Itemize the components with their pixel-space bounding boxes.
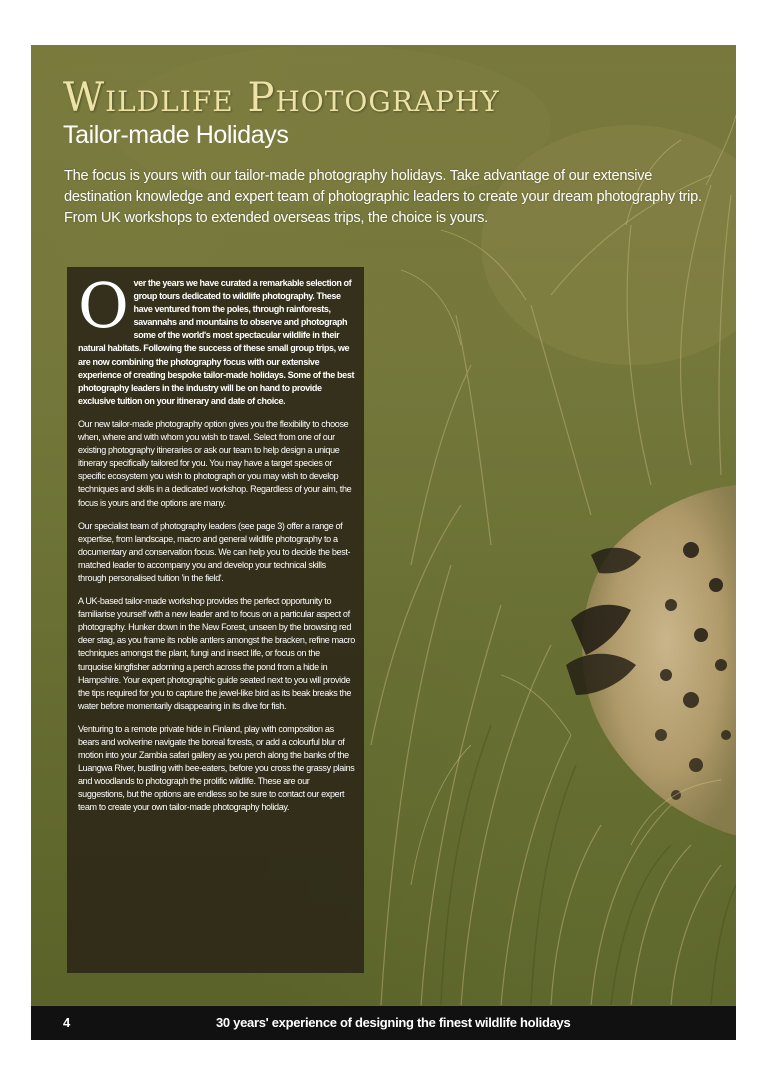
page-subtitle: Tailor-made Holidays — [63, 121, 289, 149]
body-paragraph: A UK-based tailor-made workshop provides the perfect opportunity to familiarise yourself with a new leader and to focus on a particular aspect of photography. Hunker down in the New Forest, unseen by the browsing red deer stag, as you frame its noble antlers amongst the bracken, refine macro techniques amongst the plant, fungi and insect life, or focus on the turquoise kingfisher adorning a perch across the pond from a hide in Hampshire. Your expert photographic guide seated next to you will provide the tips required for you to capture the jewel-like bird as its beak breaks the water before momentarily disappearing in its dive for fish. — [78, 596, 355, 711]
page-title: Wildlife Photography — [63, 75, 500, 121]
page-footer — [31, 1006, 736, 1040]
lead-paragraph — [78, 269, 355, 408]
body-paragraph: Our new tailor-made photography option gives you the flexibility to choose when, where and with whom you wish to travel. Select from one of our existing photography itineraries or ask our team to help design a unique itinerary specifically tailored for you. You may have a target species or specific ecosystem you wish to photograph or you may wish to develop techniques and skills in a dedicated workshop. Regardless of your aim, the focus is yours and the options are many. — [78, 418, 352, 508]
body-paragraph: Our specialist team of photography leaders (see page 3) offer a range of expertise, from landscape, macro and general wildlife photography to a documentary and conservation focus. We can help you to decide the best-matched leader to accompany you and develop your technical skills through personalised tuition 'in the field'. — [78, 520, 351, 583]
body-paragraph: Venturing to a remote private hide in Finland, play with composition as bears and wolverine navigate the boreal forests, or add a colourful blur of motion into your Zambia safari gallery as you perch along the banks of the Luangwa River, bustling with bee-eaters, before you cross the grassy plains and woodlands to photograph the prolific wildlife. These are our suggestions, but the options are endless so be sure to contact our expert team to create your own tailor-made photography holiday. — [78, 723, 355, 813]
article-text-box — [67, 267, 364, 973]
page-number: 4 — [63, 1015, 71, 1030]
lead-paragraph-text: ver the years we have curated a remarkable selection of group tours dedicated to wildlife photography. These have ventured from the poles, through rainforests, savannahs and mountains to observe and photograph some of the world's most spectacular wildlife in their natural habitats. Following the success of these small group trips, we are now combining the photography focus with our extensive experience of creating bespoke tailor-made holidays. Some of the best photography leaders in the industry will be on hand to provide exclusive tuition on your itinerary and date of choice. — [78, 278, 355, 406]
footer-tagline: 30 years' experience of designing the finest wildlife holidays — [216, 1015, 571, 1030]
drop-cap: O — [78, 269, 129, 342]
brochure-page — [31, 45, 736, 1040]
intro-paragraph: The focus is yours with our tailor-made photography holidays. Take advantage of our extensive destination knowledge and expert team of photographic leaders to create your dream photography trip. From UK workshops to extended overseas trips, the choice is yours. — [64, 168, 702, 226]
